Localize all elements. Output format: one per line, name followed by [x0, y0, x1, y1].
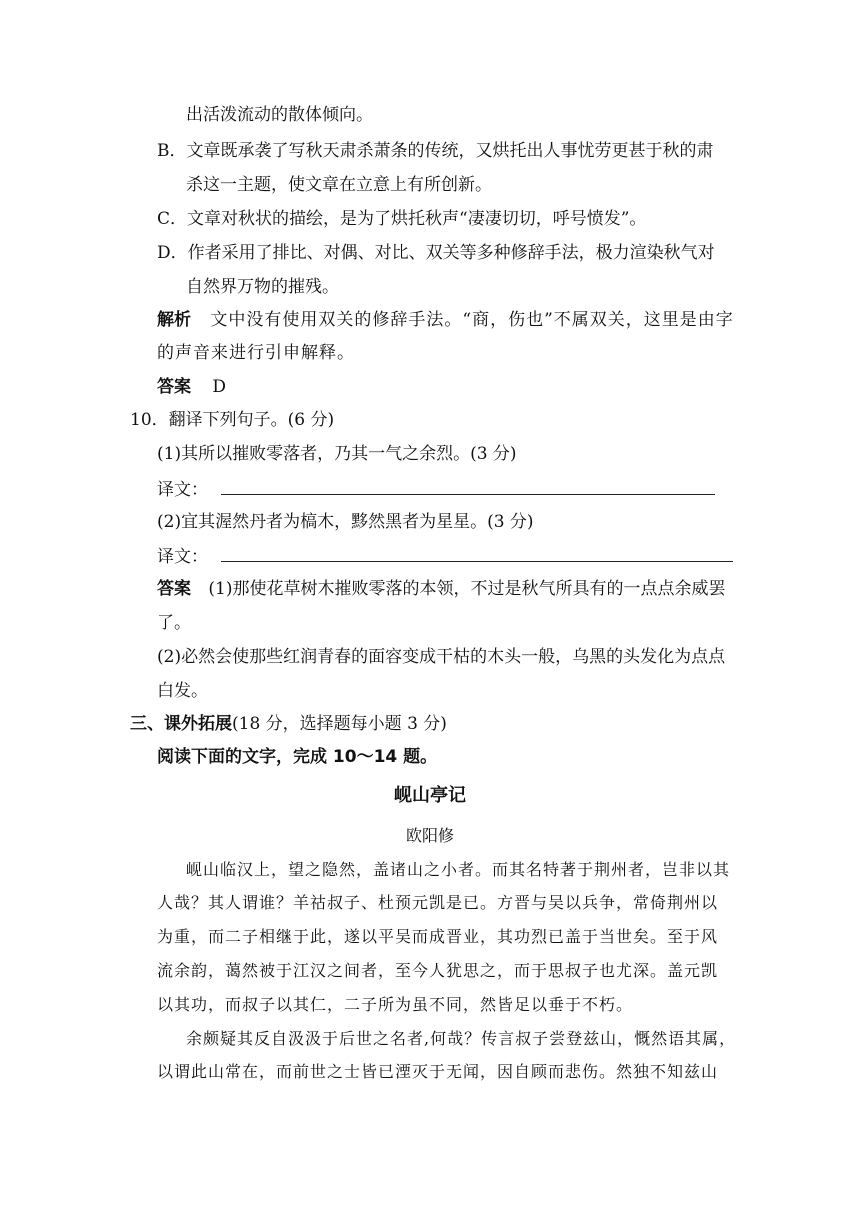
option-c: C．文章对秋状的描绘，是为了烘托秋声“凄凄切切，呼号愤发”。	[157, 209, 647, 229]
question-10-sentence-2: (2)宜其渥然丹者为槁木，黟然黑者为星星。(3 分)	[157, 512, 534, 532]
answer-q10-1b: 了。	[157, 613, 191, 633]
translation-label-2: 译文：	[157, 547, 208, 567]
passage-p1-line-1: 岘山临汉上，望之隐然，盖诸山之小者。而其名特著于荆州者，岂非以其	[186, 860, 731, 879]
analysis-text-1: 文中没有使用双关的修辞手法。“商，伤也”不属双关，这里是由字	[210, 310, 734, 330]
translation-label-1: 译文：	[157, 480, 208, 500]
analysis-label: 解析	[157, 310, 191, 330]
question-10-sentence-1: (1)其所以摧败零落者，乃其一气之余烈。(3 分)	[157, 444, 517, 464]
answer-value: D	[212, 377, 227, 397]
option-d-line-1: D．作者采用了排比、对偶、对比、双关等多种修辞手法，极力渲染秋气对	[157, 243, 715, 263]
passage-p1-line-2: 人哉？其人谓谁？羊祜叔子、杜预元凯是已。方晋与吴以兵争，常倚荆州以	[157, 893, 719, 912]
translation-line-2	[157, 545, 733, 568]
passage-author: 欧阳修	[405, 826, 454, 845]
option-d-line-2: 自然界万物的摧残。	[186, 277, 339, 297]
passage-p2-line-1: 余颇疑其反自汲汲于后世之名者,何哉？传言叔子尝登兹山，慨然语其属，	[186, 1029, 737, 1048]
answer-q10-1a: (1)那使花草树木摧败零落的本领，不过是秋气所具有的一点点余威罢	[208, 579, 726, 599]
passage-p2-line-2: 以谓此山常在，而前世之士皆已湮灭于无闻，因自顾而悲伤。然独不知兹山	[157, 1062, 719, 1081]
answer-label-q10: 答案	[157, 579, 191, 599]
answer-q10-2b: 白发。	[157, 681, 208, 701]
translation-line-1	[157, 478, 715, 501]
option-b-line-1: B．文章既承袭了写秋天肃杀萧条的传统，又烘托出人事忧劳更甚于秋的肃	[157, 141, 714, 161]
option-a-continuation: 出活泼流动的散体倾向。	[186, 105, 373, 125]
passage-p1-line-4: 流余韵，蔼然被于江汉之间者，至今人犹思之，而于思叔子也尤深。盖元凯	[157, 961, 719, 980]
section-3-points: (18 分，选择题每小题 3 分)	[232, 714, 447, 734]
passage-title: 岘山亭记	[394, 785, 466, 806]
passage-p1-line-5: 以其功，而叔子以其仁，二子所为虽不同，然皆足以垂于不朽。	[157, 995, 634, 1014]
analysis-line-2: 的声音来进行引申解释。	[157, 343, 355, 363]
answer-label: 答案	[157, 377, 191, 397]
analysis-line-1	[157, 309, 734, 331]
section-3-title: 三、课外拓展	[130, 714, 232, 734]
reading-instruction: 阅读下面的文字，完成 10～14 题。	[157, 747, 438, 767]
answer-line-q10-1	[157, 578, 726, 600]
question-10-stem: 10．翻译下列句子。(6 分)	[130, 410, 335, 430]
section-3-heading	[130, 713, 447, 735]
passage-p1-line-3: 为重，而二子相继于此，遂以平吴而成晋业，其功烈已盖于当世矣。至于风	[157, 927, 719, 946]
option-b-line-2: 杀这一主题，使文章在立意上有所创新。	[186, 175, 492, 195]
translation-blank-1[interactable]	[221, 478, 715, 495]
translation-blank-2[interactable]	[221, 545, 733, 562]
answer-q10-2a: (2)必然会使那些红润青春的面容变成干枯的木头一般，乌黑的头发化为点点	[157, 647, 726, 667]
answer-line-q9	[157, 376, 226, 398]
